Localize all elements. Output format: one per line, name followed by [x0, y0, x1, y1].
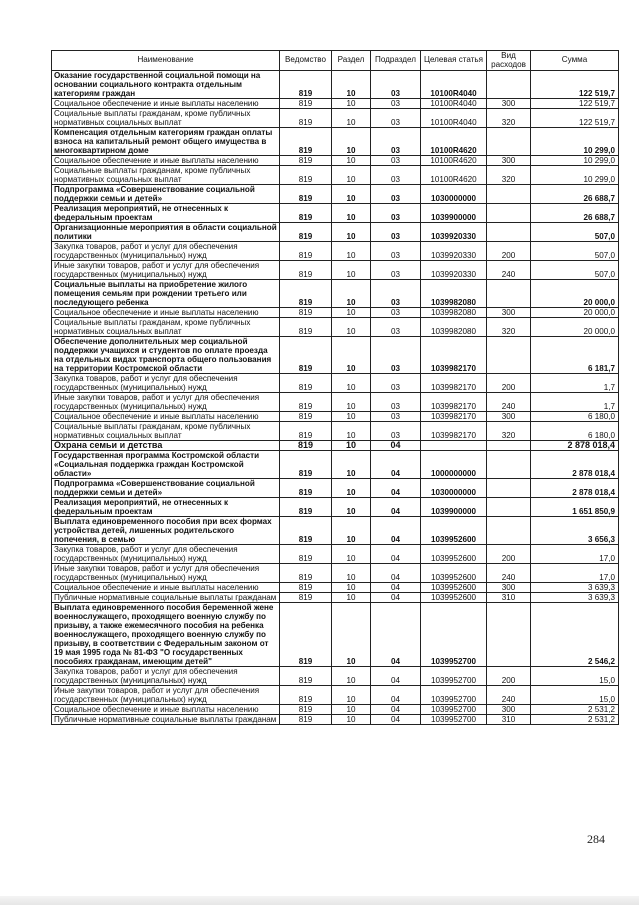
- cell-name: Оказание государственной социальной помощи на основании социального контракта отдельным категориям граждан: [52, 71, 280, 99]
- cell-vid-raskhodov: 320: [487, 422, 531, 441]
- cell-summa: 15,0: [531, 667, 619, 686]
- cell-podrazdel: 03: [371, 261, 421, 280]
- table-row: [52, 564, 619, 583]
- cell-tselevaya-statya: 1039952700: [421, 705, 487, 715]
- cell-summa: 2 546,2: [531, 603, 619, 667]
- header-name: Наименование: [52, 51, 280, 71]
- cell-razdel: 10: [332, 705, 371, 715]
- table-row: [52, 204, 619, 223]
- cell-summa: 6 181,7: [531, 337, 619, 374]
- cell-tselevaya-statya: 1039952700: [421, 603, 487, 667]
- cell-tselevaya-statya: 1039982080: [421, 308, 487, 318]
- cell-summa: 1 651 850,9: [531, 498, 619, 517]
- cell-vedomstvo: 819: [280, 374, 332, 393]
- cell-tselevaya-statya: 1039920330: [421, 223, 487, 242]
- cell-tselevaya-statya: 10100R4040: [421, 71, 487, 99]
- cell-razdel: 10: [332, 308, 371, 318]
- table-row: [52, 517, 619, 545]
- cell-podrazdel: 04: [371, 667, 421, 686]
- cell-name: Реализация мероприятий, не отнесенных к федеральным проектам: [52, 498, 280, 517]
- cell-vid-raskhodov: 300: [487, 99, 531, 109]
- cell-razdel: 10: [332, 374, 371, 393]
- cell-vid-raskhodov: [487, 185, 531, 204]
- cell-podrazdel: 04: [371, 583, 421, 593]
- cell-tselevaya-statya: 10100R4040: [421, 109, 487, 128]
- table-row: [52, 593, 619, 603]
- cell-summa: 2 878 018,4: [531, 441, 619, 451]
- cell-vid-raskhodov: 240: [487, 261, 531, 280]
- cell-podrazdel: 04: [371, 517, 421, 545]
- cell-vedomstvo: 819: [280, 223, 332, 242]
- cell-tselevaya-statya: 1039982170: [421, 393, 487, 412]
- cell-tselevaya-statya: 1039952600: [421, 545, 487, 564]
- cell-vid-raskhodov: [487, 128, 531, 156]
- cell-vedomstvo: 819: [280, 603, 332, 667]
- cell-razdel: 10: [332, 667, 371, 686]
- cell-summa: 122 519,7: [531, 71, 619, 99]
- cell-tselevaya-statya: 1039982170: [421, 422, 487, 441]
- cell-vid-raskhodov: 310: [487, 715, 531, 725]
- cell-tselevaya-statya: 1039982170: [421, 412, 487, 422]
- cell-summa: 1,7: [531, 374, 619, 393]
- cell-summa: 507,0: [531, 261, 619, 280]
- cell-vedomstvo: 819: [280, 451, 332, 479]
- cell-podrazdel: 04: [371, 441, 421, 451]
- header-summa: Сумма: [531, 51, 619, 71]
- cell-tselevaya-statya: 1039982170: [421, 337, 487, 374]
- table-row: [52, 441, 619, 451]
- cell-tselevaya-statya: [421, 441, 487, 451]
- cell-podrazdel: 04: [371, 479, 421, 498]
- cell-summa: 15,0: [531, 686, 619, 705]
- cell-tselevaya-statya: 10100R4620: [421, 156, 487, 166]
- cell-name: Социальные выплаты на приобретение жилого помещения семьям при рождении третьего или последующего ребенка: [52, 280, 280, 308]
- table-row: [52, 185, 619, 204]
- cell-tselevaya-statya: 1039952600: [421, 517, 487, 545]
- cell-summa: 17,0: [531, 545, 619, 564]
- cell-vid-raskhodov: 300: [487, 705, 531, 715]
- cell-tselevaya-statya: 1030000000: [421, 185, 487, 204]
- cell-vid-raskhodov: 240: [487, 686, 531, 705]
- cell-summa: 3 639,3: [531, 593, 619, 603]
- cell-vedomstvo: 819: [280, 667, 332, 686]
- cell-razdel: 10: [332, 223, 371, 242]
- cell-vedomstvo: 819: [280, 517, 332, 545]
- table-row: [52, 99, 619, 109]
- cell-summa: 1,7: [531, 393, 619, 412]
- budget-table: [51, 50, 619, 725]
- cell-vedomstvo: 819: [280, 593, 332, 603]
- table-row: [52, 479, 619, 498]
- cell-razdel: 10: [332, 517, 371, 545]
- cell-tselevaya-statya: 1039920330: [421, 261, 487, 280]
- cell-vid-raskhodov: 320: [487, 318, 531, 337]
- cell-summa: 10 299,0: [531, 156, 619, 166]
- header-razdel: Раздел: [332, 51, 371, 71]
- cell-summa: 2 531,2: [531, 715, 619, 725]
- cell-vedomstvo: 819: [280, 422, 332, 441]
- cell-name: Иные закупки товаров, работ и услуг для обеспечения государственных (муниципальных) нужд: [52, 261, 280, 280]
- cell-podrazdel: 03: [371, 308, 421, 318]
- table-row: [52, 128, 619, 156]
- cell-vid-raskhodov: 300: [487, 583, 531, 593]
- cell-vedomstvo: 819: [280, 128, 332, 156]
- cell-vedomstvo: 819: [280, 242, 332, 261]
- cell-vedomstvo: 819: [280, 71, 332, 99]
- cell-vid-raskhodov: 300: [487, 412, 531, 422]
- cell-vid-raskhodov: 200: [487, 374, 531, 393]
- cell-razdel: 10: [332, 204, 371, 223]
- table-row: [52, 109, 619, 128]
- header-vedomstvo: Ведомство: [280, 51, 332, 71]
- table-row: [52, 318, 619, 337]
- cell-podrazdel: 03: [371, 204, 421, 223]
- cell-razdel: 10: [332, 412, 371, 422]
- cell-vid-raskhodov: [487, 71, 531, 99]
- cell-razdel: 10: [332, 441, 371, 451]
- cell-razdel: 10: [332, 686, 371, 705]
- cell-tselevaya-statya: 1000000000: [421, 451, 487, 479]
- cell-vid-raskhodov: 300: [487, 156, 531, 166]
- cell-vedomstvo: 819: [280, 498, 332, 517]
- table-row: [52, 412, 619, 422]
- table-row: [52, 166, 619, 185]
- cell-tselevaya-statya: 1039952700: [421, 686, 487, 705]
- cell-tselevaya-statya: 10100R4040: [421, 99, 487, 109]
- cell-summa: 122 519,7: [531, 99, 619, 109]
- cell-vid-raskhodov: [487, 603, 531, 667]
- cell-razdel: 10: [332, 498, 371, 517]
- cell-podrazdel: 03: [371, 156, 421, 166]
- table-row: [52, 393, 619, 412]
- cell-name: Подпрограмма «Совершенствование социальной поддержки семьи и детей»: [52, 479, 280, 498]
- cell-razdel: 10: [332, 715, 371, 725]
- header-podrazdel: Подраздел: [371, 51, 421, 71]
- cell-vedomstvo: 819: [280, 261, 332, 280]
- cell-name: Иные закупки товаров, работ и услуг для обеспечения государственных (муниципальных) нужд: [52, 393, 280, 412]
- cell-name: Иные закупки товаров, работ и услуг для обеспечения государственных (муниципальных) нужд: [52, 686, 280, 705]
- cell-name: Иные закупки товаров, работ и услуг для обеспечения государственных (муниципальных) нужд: [52, 564, 280, 583]
- cell-name: Выплата единовременного пособия беременной жене военнослужащего, проходящего военную службу по призыву, а также ежемесячного пособия на ребенка военнослужащего, проходящего военную службу по призыву, в соответствии с Федеральным законом от 19 мая 1995 года № 81-ФЗ "О государственных пособиях гражданам, имеющим детей": [52, 603, 280, 667]
- cell-razdel: 10: [332, 71, 371, 99]
- table-row: [52, 451, 619, 479]
- cell-podrazdel: 04: [371, 593, 421, 603]
- cell-vid-raskhodov: [487, 280, 531, 308]
- cell-vedomstvo: 819: [280, 686, 332, 705]
- table-row: [52, 280, 619, 308]
- cell-vid-raskhodov: 240: [487, 564, 531, 583]
- cell-razdel: 10: [332, 166, 371, 185]
- cell-summa: 10 299,0: [531, 128, 619, 156]
- cell-vedomstvo: 819: [280, 479, 332, 498]
- cell-name: Компенсация отдельным категориям граждан оплаты взноса на капитальный ремонт общего имущества в многоквартирном доме: [52, 128, 280, 156]
- cell-name: Социальное обеспечение и иные выплаты населению: [52, 156, 280, 166]
- cell-vedomstvo: 819: [280, 280, 332, 308]
- cell-tselevaya-statya: 1039952700: [421, 715, 487, 725]
- cell-vid-raskhodov: [487, 479, 531, 498]
- cell-name: Закупка товаров, работ и услуг для обеспечения государственных (муниципальных) нужд: [52, 545, 280, 564]
- cell-summa: 17,0: [531, 564, 619, 583]
- cell-podrazdel: 04: [371, 451, 421, 479]
- cell-summa: 507,0: [531, 242, 619, 261]
- cell-podrazdel: 03: [371, 280, 421, 308]
- cell-name: Реализация мероприятий, не отнесенных к федеральным проектам: [52, 204, 280, 223]
- cell-tselevaya-statya: 1039952600: [421, 593, 487, 603]
- cell-name: Социальное обеспечение и иные выплаты населению: [52, 412, 280, 422]
- cell-podrazdel: 03: [371, 422, 421, 441]
- table-row: [52, 308, 619, 318]
- table-row: [52, 498, 619, 517]
- table-row: [52, 156, 619, 166]
- cell-vid-raskhodov: [487, 223, 531, 242]
- table-row: [52, 242, 619, 261]
- table-row: [52, 603, 619, 667]
- cell-vedomstvo: 819: [280, 412, 332, 422]
- cell-vid-raskhodov: 300: [487, 308, 531, 318]
- cell-razdel: 10: [332, 99, 371, 109]
- cell-vedomstvo: 819: [280, 99, 332, 109]
- cell-podrazdel: 03: [371, 166, 421, 185]
- scan-bottom-edge: [0, 896, 639, 905]
- cell-podrazdel: 04: [371, 715, 421, 725]
- cell-razdel: 10: [332, 393, 371, 412]
- cell-podrazdel: 04: [371, 564, 421, 583]
- table-row: [52, 715, 619, 725]
- cell-podrazdel: 03: [371, 242, 421, 261]
- cell-name: Социальные выплаты гражданам, кроме публичных нормативных социальных выплат: [52, 422, 280, 441]
- cell-razdel: 10: [332, 545, 371, 564]
- cell-podrazdel: 03: [371, 109, 421, 128]
- cell-name: Социальное обеспечение и иные выплаты населению: [52, 583, 280, 593]
- cell-vedomstvo: 819: [280, 156, 332, 166]
- cell-summa: 507,0: [531, 223, 619, 242]
- cell-razdel: 10: [332, 422, 371, 441]
- cell-razdel: 10: [332, 583, 371, 593]
- cell-summa: 26 688,7: [531, 204, 619, 223]
- cell-name: Социальные выплаты гражданам, кроме публичных нормативных социальных выплат: [52, 318, 280, 337]
- cell-vedomstvo: 819: [280, 337, 332, 374]
- cell-tselevaya-statya: 1039920330: [421, 242, 487, 261]
- cell-razdel: 10: [332, 185, 371, 204]
- cell-summa: 6 180,0: [531, 412, 619, 422]
- cell-summa: 26 688,7: [531, 185, 619, 204]
- cell-vid-raskhodov: [487, 498, 531, 517]
- cell-podrazdel: 03: [371, 412, 421, 422]
- cell-name: Публичные нормативные социальные выплаты гражданам: [52, 715, 280, 725]
- cell-vedomstvo: 819: [280, 715, 332, 725]
- cell-razdel: 10: [332, 280, 371, 308]
- table-row: [52, 545, 619, 564]
- cell-vedomstvo: 819: [280, 185, 332, 204]
- cell-podrazdel: 03: [371, 393, 421, 412]
- cell-name: Закупка товаров, работ и услуг для обеспечения государственных (муниципальных) нужд: [52, 242, 280, 261]
- cell-vid-raskhodov: [487, 204, 531, 223]
- table-row: [52, 422, 619, 441]
- cell-podrazdel: 03: [371, 223, 421, 242]
- budget-table-sheet: [51, 50, 618, 725]
- cell-razdel: 10: [332, 603, 371, 667]
- cell-summa: 20 000,0: [531, 280, 619, 308]
- table-row: [52, 374, 619, 393]
- cell-vedomstvo: 819: [280, 166, 332, 185]
- cell-summa: 10 299,0: [531, 166, 619, 185]
- cell-razdel: 10: [332, 128, 371, 156]
- cell-razdel: 10: [332, 479, 371, 498]
- header-vid-raskhodov: Вид расходов: [487, 51, 531, 71]
- cell-tselevaya-statya: 10100R4620: [421, 128, 487, 156]
- cell-name: Закупка товаров, работ и услуг для обеспечения государственных (муниципальных) нужд: [52, 667, 280, 686]
- cell-razdel: 10: [332, 593, 371, 603]
- cell-tselevaya-statya: 1039952700: [421, 667, 487, 686]
- cell-vid-raskhodov: 310: [487, 593, 531, 603]
- cell-name: Социальное обеспечение и иные выплаты населению: [52, 99, 280, 109]
- cell-vid-raskhodov: 320: [487, 109, 531, 128]
- cell-razdel: 10: [332, 337, 371, 374]
- cell-vedomstvo: 819: [280, 204, 332, 223]
- cell-summa: 2 531,2: [531, 705, 619, 715]
- cell-vedomstvo: 819: [280, 393, 332, 412]
- cell-tselevaya-statya: 1039952600: [421, 583, 487, 593]
- table-row: [52, 71, 619, 99]
- cell-name: Социальные выплаты гражданам, кроме публичных нормативных социальных выплат: [52, 166, 280, 185]
- cell-summa: 2 878 018,4: [531, 451, 619, 479]
- cell-vid-raskhodov: [487, 337, 531, 374]
- cell-podrazdel: 03: [371, 71, 421, 99]
- cell-podrazdel: 03: [371, 99, 421, 109]
- cell-vid-raskhodov: 240: [487, 393, 531, 412]
- cell-summa: 3 639,3: [531, 583, 619, 593]
- table-row: [52, 261, 619, 280]
- cell-tselevaya-statya: 1039952600: [421, 564, 487, 583]
- cell-vid-raskhodov: [487, 517, 531, 545]
- cell-name: Организационные мероприятия в области социальной политики: [52, 223, 280, 242]
- cell-name: Закупка товаров, работ и услуг для обеспечения государственных (муниципальных) нужд: [52, 374, 280, 393]
- table-row: [52, 705, 619, 715]
- table-row: [52, 667, 619, 686]
- cell-tselevaya-statya: 1039900000: [421, 498, 487, 517]
- cell-podrazdel: 04: [371, 498, 421, 517]
- cell-tselevaya-statya: 10100R4620: [421, 166, 487, 185]
- cell-name: Публичные нормативные социальные выплаты гражданам: [52, 593, 280, 603]
- table-row: [52, 223, 619, 242]
- cell-podrazdel: 03: [371, 185, 421, 204]
- cell-summa: 2 878 018,4: [531, 479, 619, 498]
- cell-tselevaya-statya: 1039982170: [421, 374, 487, 393]
- cell-podrazdel: 04: [371, 545, 421, 564]
- cell-name: Государственная программа Костромской области «Социальная поддержка граждан Костромской области»: [52, 451, 280, 479]
- cell-name: Выплата единовременного пособия при всех формах устройства детей, лишенных родительского попечения, в семью: [52, 517, 280, 545]
- cell-vedomstvo: 819: [280, 583, 332, 593]
- cell-razdel: 10: [332, 242, 371, 261]
- cell-name: Социальное обеспечение и иные выплаты населению: [52, 308, 280, 318]
- cell-vid-raskhodov: 200: [487, 667, 531, 686]
- table-row: [52, 583, 619, 593]
- cell-podrazdel: 04: [371, 603, 421, 667]
- cell-vid-raskhodov: 200: [487, 545, 531, 564]
- cell-summa: 6 180,0: [531, 422, 619, 441]
- cell-tselevaya-statya: 1039982080: [421, 280, 487, 308]
- cell-tselevaya-statya: 1039900000: [421, 204, 487, 223]
- cell-summa: 20 000,0: [531, 308, 619, 318]
- cell-vedomstvo: 819: [280, 705, 332, 715]
- cell-name: Социальное обеспечение и иные выплаты населению: [52, 705, 280, 715]
- cell-razdel: 10: [332, 318, 371, 337]
- cell-vid-raskhodov: [487, 441, 531, 451]
- cell-razdel: 10: [332, 156, 371, 166]
- cell-razdel: 10: [332, 451, 371, 479]
- table-header-row: [52, 51, 619, 71]
- cell-name: Охрана семьи и детства: [52, 441, 280, 451]
- cell-vedomstvo: 819: [280, 318, 332, 337]
- cell-podrazdel: 03: [371, 374, 421, 393]
- cell-vedomstvo: 819: [280, 109, 332, 128]
- cell-tselevaya-statya: 1039982080: [421, 318, 487, 337]
- cell-podrazdel: 03: [371, 128, 421, 156]
- cell-summa: 3 656,3: [531, 517, 619, 545]
- cell-name: Обеспечение дополнительных мер социальной поддержки учащихся и студентов по оплате проезда на отдельных видах транспорта общего пользования на территории Костромской области: [52, 337, 280, 374]
- cell-name: Социальные выплаты гражданам, кроме публичных нормативных социальных выплат: [52, 109, 280, 128]
- cell-tselevaya-statya: 1030000000: [421, 479, 487, 498]
- cell-summa: 20 000,0: [531, 318, 619, 337]
- cell-podrazdel: 03: [371, 337, 421, 374]
- cell-vedomstvo: 819: [280, 545, 332, 564]
- cell-vedomstvo: 819: [280, 308, 332, 318]
- cell-vid-raskhodov: [487, 451, 531, 479]
- table-row: [52, 337, 619, 374]
- cell-razdel: 10: [332, 564, 371, 583]
- cell-name: Подпрограмма «Совершенствование социальной поддержки семьи и детей»: [52, 185, 280, 204]
- cell-vid-raskhodov: 320: [487, 166, 531, 185]
- header-tselevaya-statya: Целевая статья: [421, 51, 487, 71]
- cell-vedomstvo: 819: [280, 441, 332, 451]
- cell-vedomstvo: 819: [280, 564, 332, 583]
- page-number: 284: [587, 832, 605, 846]
- cell-podrazdel: 04: [371, 705, 421, 715]
- table-row: [52, 686, 619, 705]
- cell-podrazdel: 03: [371, 318, 421, 337]
- cell-razdel: 10: [332, 261, 371, 280]
- table-body: [52, 71, 619, 725]
- cell-razdel: 10: [332, 109, 371, 128]
- cell-podrazdel: 04: [371, 686, 421, 705]
- cell-summa: 122 519,7: [531, 109, 619, 128]
- cell-vid-raskhodov: 200: [487, 242, 531, 261]
